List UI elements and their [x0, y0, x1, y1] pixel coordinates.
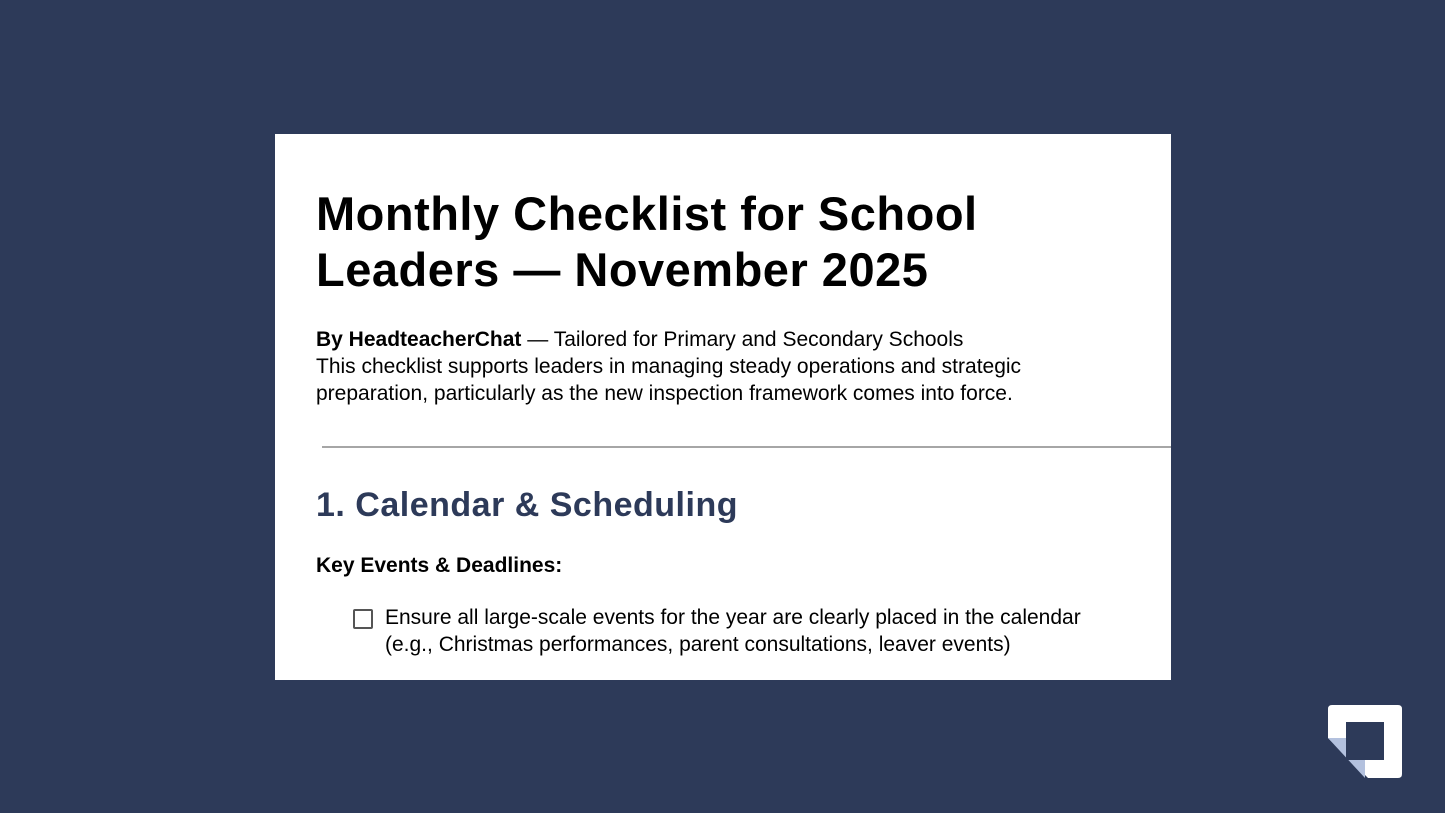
section-divider — [322, 446, 1171, 448]
section-subheading: Key Events & Deadlines: — [316, 554, 563, 577]
byline-tagline: — Tailored for Primary and Secondary Schools — [521, 328, 964, 351]
section-heading: 1. Calendar & Scheduling — [316, 486, 738, 524]
document-meta — [316, 326, 1136, 407]
document-title: Monthly Checklist for School Leaders — November 2025 — [316, 187, 978, 296]
checklist-item[interactable] — [353, 604, 1113, 658]
intro-text: This checklist supports leaders in managing steady operations and strategic preparation, particularly as the new inspection framework comes into force. — [316, 355, 1022, 405]
document-page — [275, 134, 1171, 680]
checklist-item-text: Ensure all large-scale events for the year are clearly placed in the calendar (e.g., Christmas performances, parent consultations, leaver events) — [385, 606, 1081, 656]
checkbox-icon[interactable] — [353, 609, 373, 629]
folded-page-logo-icon — [1328, 705, 1402, 778]
checklist — [353, 604, 1113, 658]
byline — [316, 326, 1136, 353]
byline-author: By HeadteacherChat — [316, 328, 522, 351]
